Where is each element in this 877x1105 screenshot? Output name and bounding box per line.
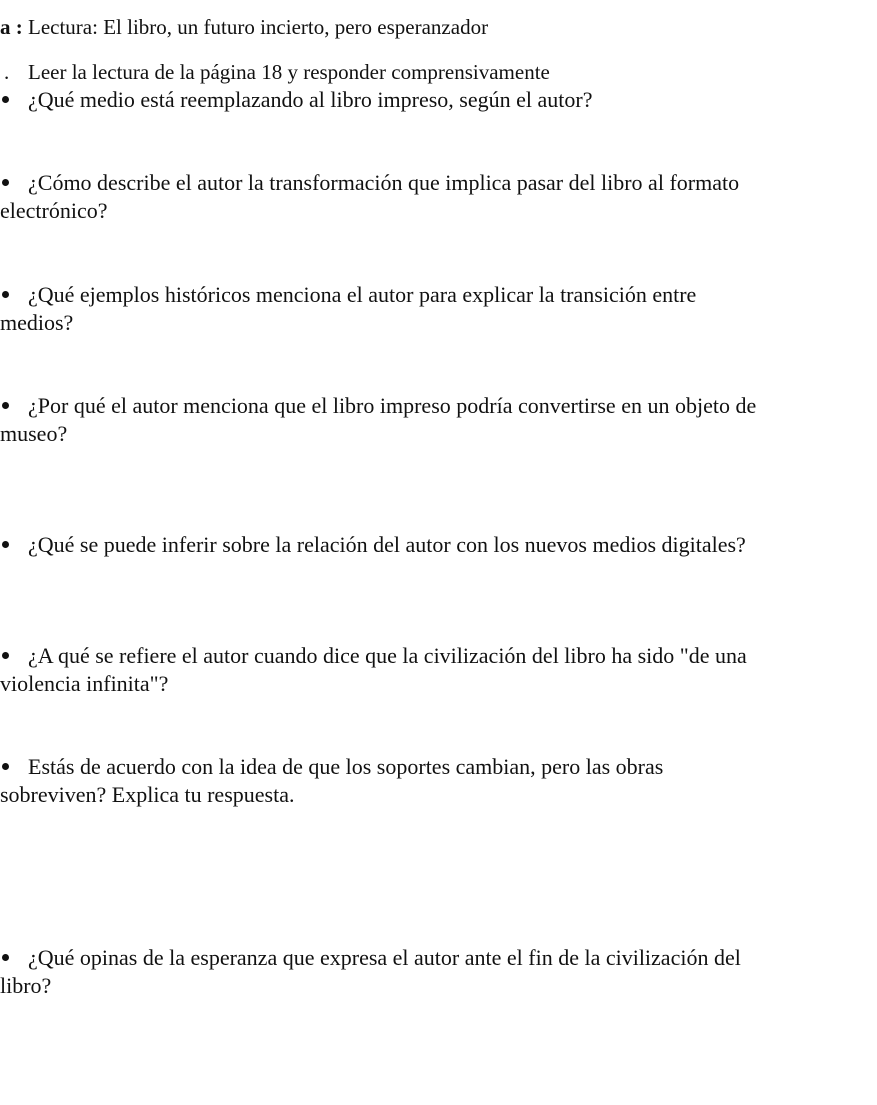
question-3-line-1: ¿Qué ejemplos históricos menciona el autor para explicar la transición entre bbox=[28, 282, 697, 307]
question-6 bbox=[0, 642, 860, 698]
question-8-line-1: ¿Qué opinas de la esperanza que expresa el autor ante el fin de la civilización del bbox=[28, 945, 741, 970]
question-1 bbox=[0, 86, 860, 114]
header-prefix: a : bbox=[0, 15, 23, 39]
question-2-line-2: electrónico? bbox=[0, 198, 108, 223]
question-4-line-1: ¿Por qué el autor menciona que el libro impreso podría convertirse en un objeto de bbox=[28, 393, 757, 418]
instruction-marker: . bbox=[4, 60, 10, 84]
question-3 bbox=[0, 281, 860, 337]
question-5-line-1: ¿Qué se puede inferir sobre la relación del autor con los nuevos medios digitales? bbox=[28, 532, 746, 557]
question-3-line-2: medios? bbox=[0, 310, 74, 335]
question-2 bbox=[0, 169, 860, 225]
bullet-icon bbox=[2, 954, 9, 961]
bullet-icon bbox=[2, 291, 9, 298]
instruction-text: Leer la lectura de la página 18 y responder comprensivamente bbox=[28, 60, 550, 84]
question-2-line-1: ¿Cómo describe el autor la transformación que implica pasar del libro al formato bbox=[28, 170, 740, 195]
bullet-icon bbox=[2, 402, 9, 409]
bullet-icon bbox=[2, 96, 9, 103]
question-6-line-1: ¿A qué se refiere el autor cuando dice que la civilización del libro ha sido "de una bbox=[28, 643, 747, 668]
bullet-icon bbox=[2, 541, 9, 548]
reading-title: Lectura: El libro, un futuro incierto, pero esperanzador bbox=[28, 15, 489, 39]
bullet-icon bbox=[2, 179, 9, 186]
question-7-line-1: Estás de acuerdo con la idea de que los soportes cambian, pero las obras bbox=[28, 754, 664, 779]
question-7-line-2: sobreviven? Explica tu respuesta. bbox=[0, 782, 295, 807]
bullet-icon bbox=[2, 763, 9, 770]
question-6-line-2: violencia infinita"? bbox=[0, 671, 169, 696]
question-4 bbox=[0, 392, 860, 448]
question-8 bbox=[0, 944, 860, 1000]
question-1-line-1: ¿Qué medio está reemplazando al libro impreso, según el autor? bbox=[28, 87, 593, 112]
question-7 bbox=[0, 753, 860, 809]
worksheet-header bbox=[0, 14, 488, 40]
instruction-line bbox=[0, 59, 550, 85]
question-5 bbox=[0, 531, 860, 559]
bullet-icon bbox=[2, 652, 9, 659]
question-4-line-2: museo? bbox=[0, 421, 68, 446]
question-8-line-2: libro? bbox=[0, 973, 52, 998]
